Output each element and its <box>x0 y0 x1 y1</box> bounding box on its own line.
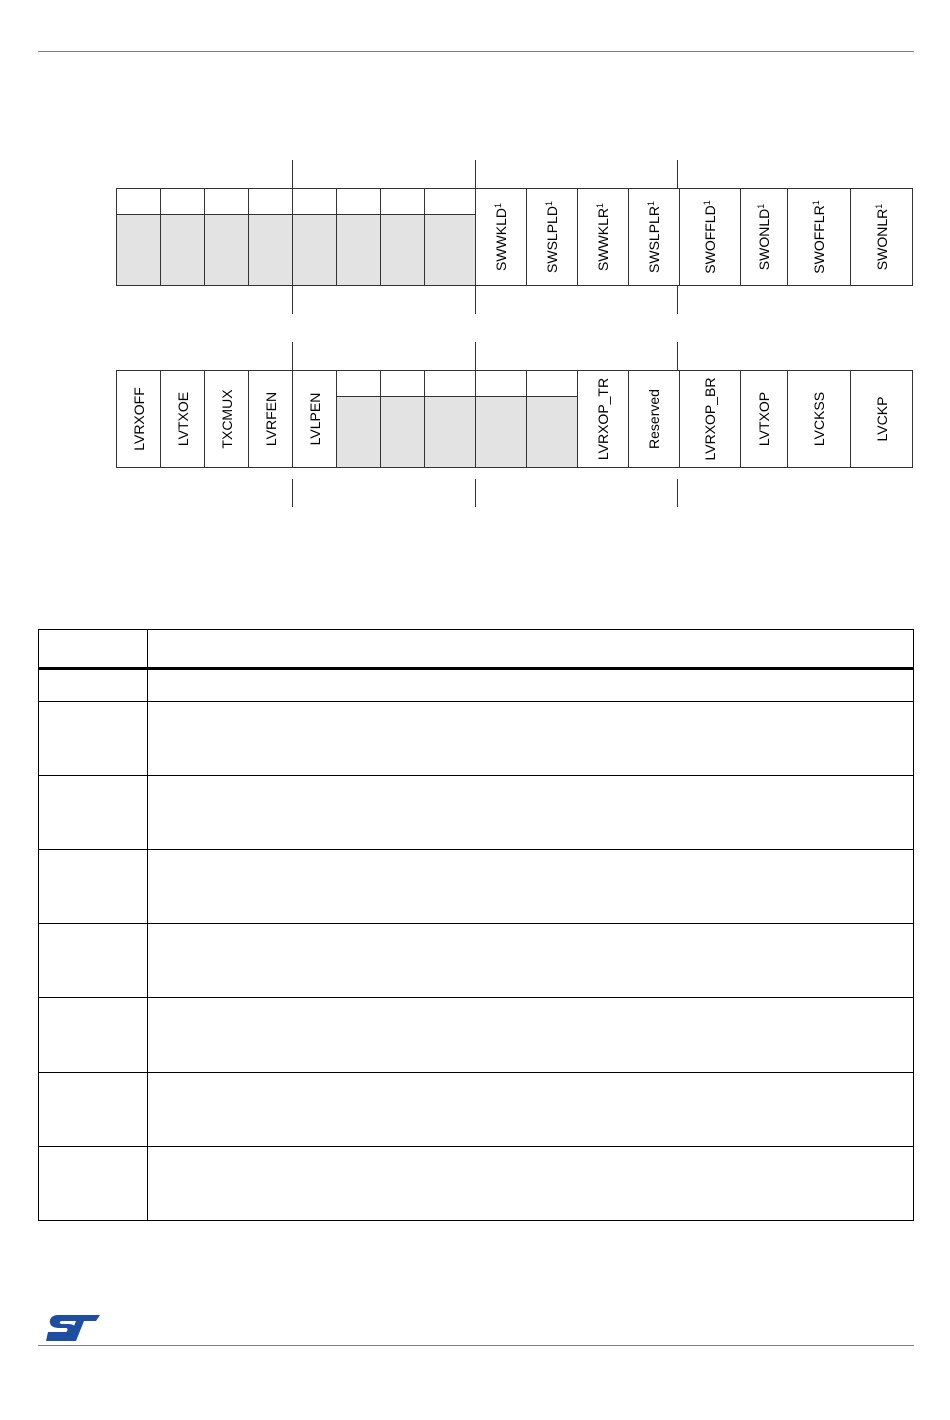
bit-field-name: LVRXOFF <box>130 387 147 451</box>
bit-field-label <box>595 378 611 460</box>
table-row-separator <box>38 775 914 776</box>
table-row-separator <box>38 1146 914 1147</box>
reserved-bit-cell <box>526 370 577 468</box>
header-rule <box>38 51 914 52</box>
bit-field-cell <box>628 188 679 286</box>
bit-field-label <box>874 397 890 442</box>
table-row-separator <box>38 923 914 924</box>
reserved-bit-shade <box>381 214 424 285</box>
reserved-bit-cell <box>160 188 204 286</box>
register-bits-upper <box>116 188 913 286</box>
bit-field-cell <box>628 370 679 468</box>
bit-field-name: SWWKLR <box>595 208 611 272</box>
reserved-bit-shade <box>381 396 424 467</box>
group-tick <box>292 286 293 314</box>
reserved-bit-cell <box>248 188 292 286</box>
bit-field-cell <box>787 188 850 286</box>
footnote-marker: 1 <box>595 202 605 209</box>
reserved-bit-shade <box>293 214 336 285</box>
bit-field-cell <box>787 370 850 468</box>
bit-field-name: SWOFFLR <box>811 205 827 274</box>
table-row-separator <box>38 701 914 702</box>
bit-field-name: Reserved <box>646 389 662 449</box>
group-tick <box>677 479 678 507</box>
bit-field-cell <box>740 370 787 468</box>
register-bits-lower <box>116 370 913 468</box>
bit-field-label <box>811 200 827 273</box>
group-tick <box>677 286 678 314</box>
footnote-marker: 1 <box>756 203 766 209</box>
table-row-separator <box>38 997 914 998</box>
bit-field-name: SWSLPLR <box>646 206 662 273</box>
bit-field-name: SWONLR <box>873 208 890 271</box>
reserved-bit-cell <box>380 370 424 468</box>
reserved-bit-cell <box>116 188 160 286</box>
group-tick <box>292 160 293 188</box>
bit-field-cell <box>248 370 292 468</box>
bit-field-label <box>219 389 235 448</box>
bit-field-name: LVRXOP_BR <box>702 377 718 461</box>
reserved-bit-cell <box>336 370 380 468</box>
footnote-marker: 1 <box>646 201 656 207</box>
bit-field-name: TXCMUX <box>218 389 235 449</box>
bit-field-label <box>544 201 560 273</box>
bit-field-cell <box>850 370 913 468</box>
group-tick <box>677 342 678 370</box>
reserved-bit-cell <box>475 370 526 468</box>
table-row-separator <box>38 849 914 850</box>
bit-field-cell <box>850 188 913 286</box>
footnote-marker: 1 <box>544 201 554 207</box>
bit-field-label <box>263 392 279 446</box>
reserved-bit-shade <box>117 214 160 285</box>
reserved-bit-shade <box>249 214 292 285</box>
reserved-bit-cell <box>380 188 424 286</box>
footnote-marker: 1 <box>873 203 884 209</box>
bit-field-name: SWOFFLD <box>702 205 718 274</box>
bit-field-cell <box>577 370 628 468</box>
bit-field-label <box>811 392 827 446</box>
group-tick <box>292 479 293 507</box>
reserved-bit-cell <box>424 188 475 286</box>
footnote-marker: 1 <box>811 200 821 206</box>
bit-field-name: LVRXOP_TR <box>595 377 611 461</box>
bit-field-name: SWWKLD <box>493 208 509 272</box>
footer-rule <box>38 1345 914 1346</box>
reserved-bit-shade <box>205 214 248 285</box>
bit-field-name: SWONLD <box>756 208 772 271</box>
reserved-bit-cell <box>204 188 248 286</box>
bit-field-label <box>646 201 662 273</box>
reserved-bit-cell <box>336 188 380 286</box>
reserved-bit-shade <box>337 396 380 467</box>
st-logo <box>46 1313 102 1343</box>
bit-field-label <box>756 204 772 270</box>
table-row-separator <box>38 1072 914 1073</box>
bit-field-cell <box>577 188 628 286</box>
bit-field-cell <box>160 370 204 468</box>
group-tick <box>475 479 476 507</box>
bit-field-label <box>874 204 890 270</box>
bit-field-label <box>595 203 611 271</box>
bit-field-cell <box>204 370 248 468</box>
bit-field-name: LVCKSS <box>811 391 827 447</box>
bit-field-cell <box>475 188 526 286</box>
reserved-bit-shade <box>527 396 577 467</box>
reserved-bit-shade <box>161 214 204 285</box>
bit-field-name: SWSLPLD <box>544 206 560 273</box>
group-tick <box>292 342 293 370</box>
table-header-separator <box>38 667 914 670</box>
bit-field-label <box>175 392 191 446</box>
table-column-divider <box>147 629 148 1221</box>
reserved-bit-cell <box>292 188 336 286</box>
bit-field-label <box>307 393 323 446</box>
reserved-bit-shade <box>425 214 475 285</box>
bit-field-label <box>702 378 718 461</box>
bit-field-label <box>646 389 662 449</box>
bit-field-label <box>131 387 147 451</box>
bit-field-name: LVTXOE <box>174 391 191 447</box>
bit-field-label <box>756 392 772 446</box>
bit-field-name: LVRFEN <box>262 391 279 447</box>
bit-field-cell <box>740 188 787 286</box>
bit-field-cell <box>679 370 740 468</box>
group-tick <box>677 160 678 188</box>
bit-field-name: LVCKP <box>873 396 890 442</box>
reserved-bit-shade <box>476 396 526 467</box>
bit-field-label <box>702 200 718 273</box>
bit-field-cell <box>679 188 740 286</box>
footnote-marker: 1 <box>702 200 712 206</box>
reserved-bit-shade <box>425 396 475 467</box>
bit-field-cell <box>292 370 336 468</box>
group-tick <box>475 160 476 188</box>
group-tick <box>475 286 476 314</box>
bit-field-cell <box>526 188 577 286</box>
reserved-bit-shade <box>337 214 380 285</box>
field-description-table <box>38 629 914 1221</box>
reserved-bit-cell <box>424 370 475 468</box>
bit-field-name: LVTXOP <box>756 391 772 447</box>
footnote-marker: 1 <box>493 202 503 209</box>
bit-field-cell <box>116 370 160 468</box>
bit-field-label <box>493 203 509 271</box>
group-tick <box>475 342 476 370</box>
bit-field-name: LVLPEN <box>306 392 323 446</box>
